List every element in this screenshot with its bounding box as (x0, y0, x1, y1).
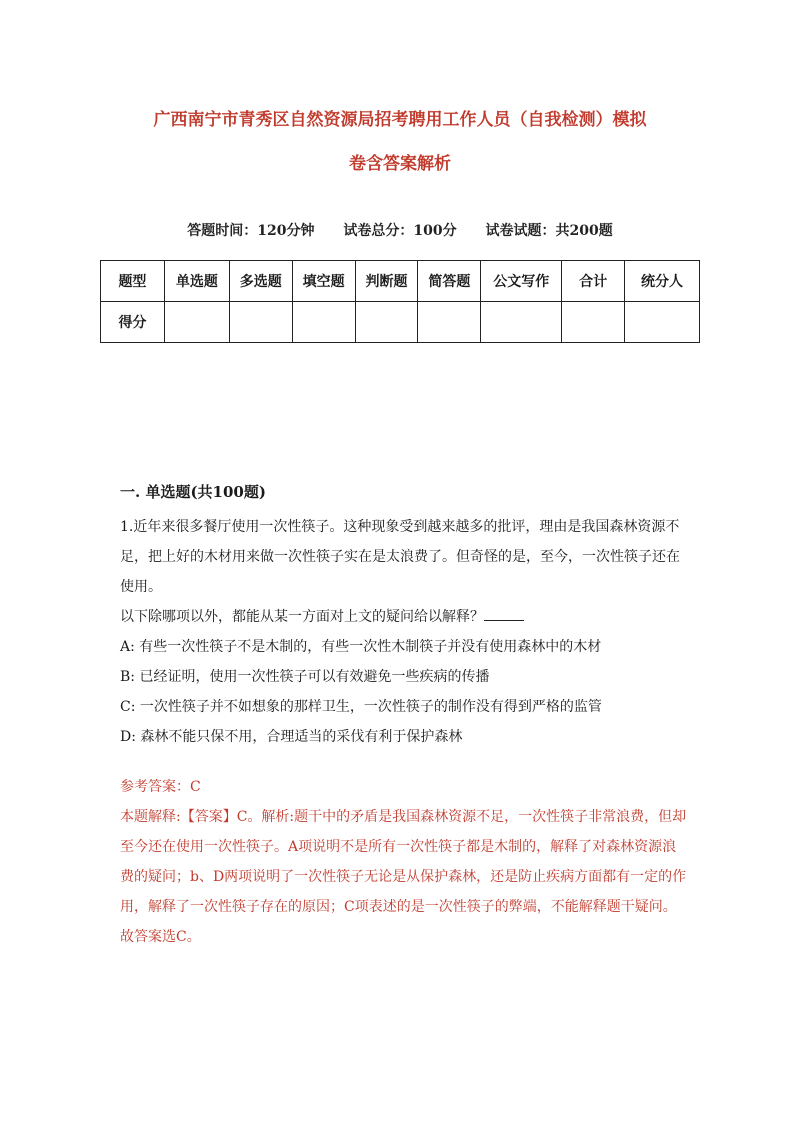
score-table-row (101, 302, 700, 343)
score-row-label: 得分 (101, 302, 165, 343)
header-cell: 合计 (562, 261, 625, 302)
score-cell (481, 302, 562, 343)
document-title (100, 98, 700, 186)
title-line-1: 广西南宁市青秀区自然资源局招考聘用工作人员（自我检测）模拟 (153, 110, 647, 130)
score-cell (292, 302, 355, 343)
header-cell: 简答题 (418, 261, 481, 302)
option-a: A: 有些一次性筷子不是木制的，有些一次性木制筷子并没有使用森林中的木材 (120, 639, 602, 655)
score-cell (355, 302, 418, 343)
question-prompt-line (120, 602, 690, 632)
title-line-2: 卷含答案解析 (349, 154, 451, 174)
score-cell (164, 302, 229, 343)
reference-answer: 参考答案：C (120, 779, 201, 795)
question-stem: 1.近年来很多餐厅使用一次性筷子。这种现象受到越来越多的批评，理由是我国森林资源不足，把上好的木材用来做一次性筷子实在是太浪费了。但奇怪的是，至今，一次性筷子还在使用。 (120, 519, 680, 595)
exam-meta (100, 220, 700, 240)
exam-question-count: 试卷试题：共200题 (485, 223, 613, 239)
option-b: B: 已经证明，使用一次性筷子可以有效避免一些疾病的传播 (120, 669, 490, 685)
option-d: D: 森林不能只保不用，合理适当的采伐有利于保护森林 (120, 729, 463, 745)
exam-total-score: 试卷总分：100分 (343, 223, 457, 239)
answer-blank (484, 606, 524, 621)
header-cell: 题型 (101, 261, 165, 302)
score-cell (229, 302, 292, 343)
header-cell: 判断题 (355, 261, 418, 302)
option-c: C: 一次性筷子并不如想象的那样卫生，一次性筷子的制作没有得到严格的监管 (120, 699, 602, 715)
score-cell (625, 302, 700, 343)
question-prompt: 以下除哪项以外，都能从某一方面对上文的疑问给以解释？ (120, 609, 484, 625)
exam-time: 答题时间：120分钟 (187, 223, 315, 239)
score-table-header (101, 261, 700, 302)
score-table (100, 260, 700, 343)
header-cell: 统分人 (625, 261, 700, 302)
answer-block (120, 772, 690, 952)
header-cell: 公文写作 (481, 261, 562, 302)
section-title: 一. 单选题(共100题) (120, 483, 266, 501)
answer-explanation: 本题解释:【答案】C。解析:题干中的矛盾是我国森林资源不足，一次性筷子非常浪费，但却至今还在使用一次性筷子。A项说明不是所有一次性筷子都是木制的，解释了对森林资源浪费的疑问；b、D两项说明了一次性筷子无论是从保护森林，还是防止疾病方面都有一定的作用，解释了一次性筷子存在的原因；C项表述的是一次性筷子的弊端，不能解释题干疑问。故答案选C。 (120, 809, 687, 945)
header-cell: 多选题 (229, 261, 292, 302)
header-cell: 填空题 (292, 261, 355, 302)
question-content (120, 480, 690, 952)
score-cell (418, 302, 481, 343)
score-cell (562, 302, 625, 343)
header-cell: 单选题 (164, 261, 229, 302)
